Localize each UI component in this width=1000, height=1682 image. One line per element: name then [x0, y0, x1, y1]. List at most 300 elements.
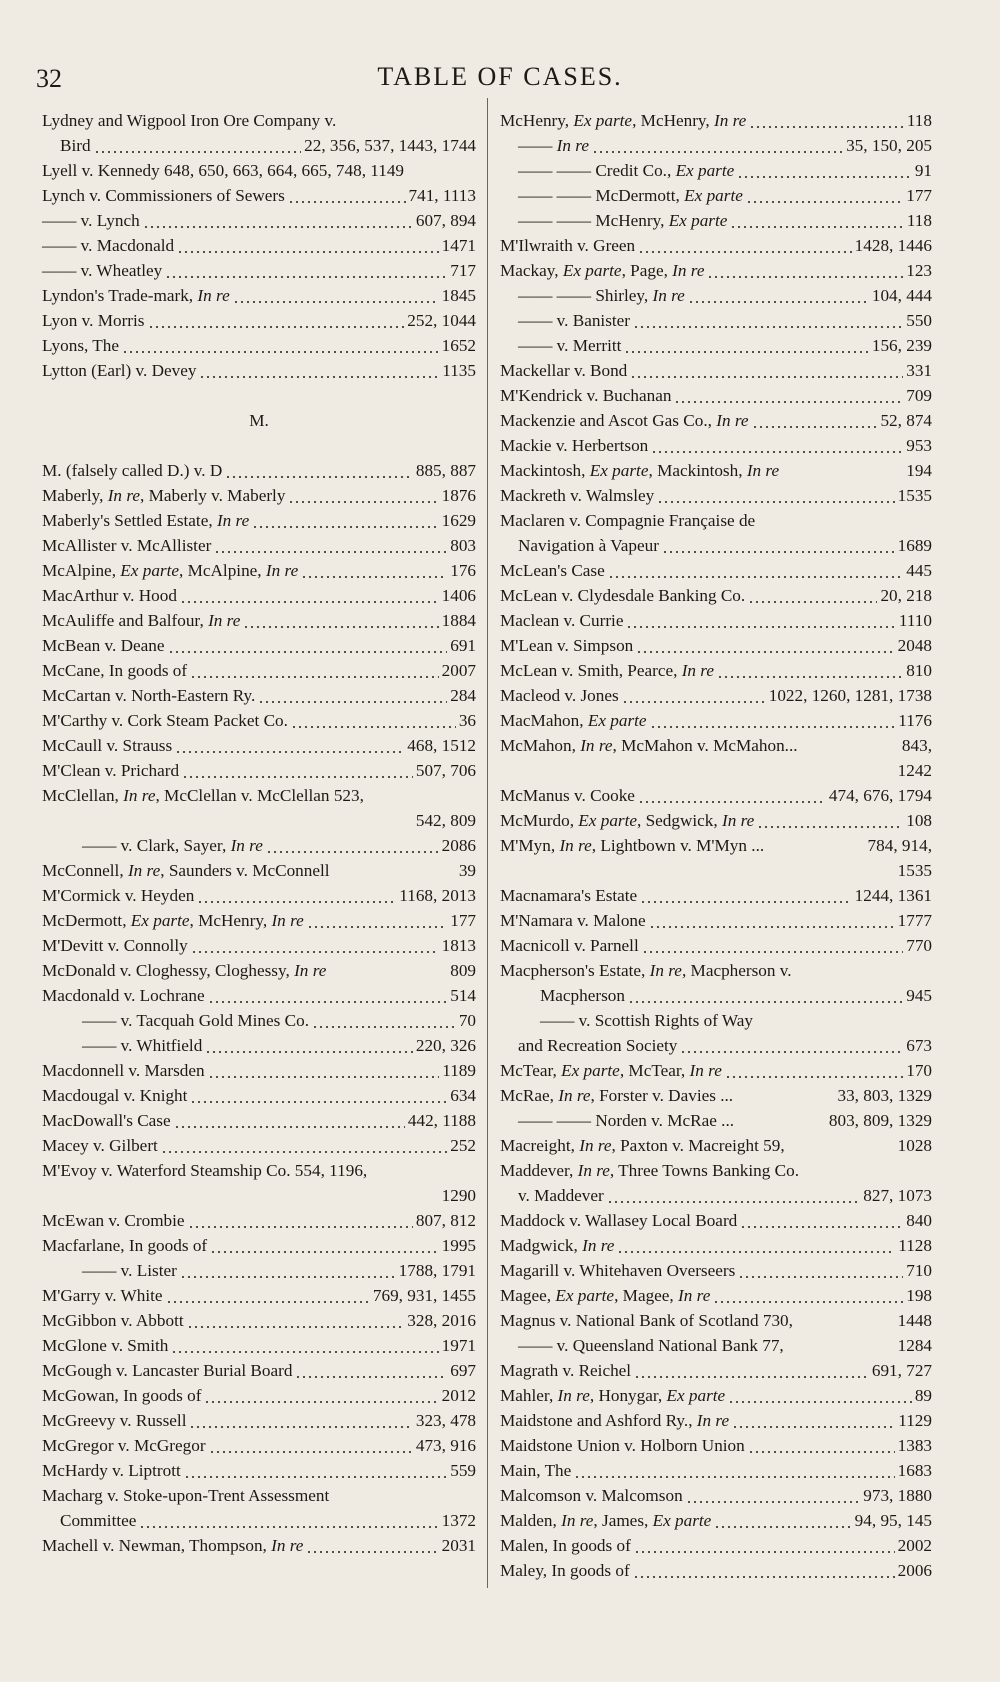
index-entry: [500, 508, 932, 533]
index-entry: [42, 858, 476, 883]
case-name: Macdougal v. Knight: [42, 1086, 188, 1105]
dot-leader: [208, 1058, 440, 1083]
case-name: McGreevy v. Russell: [42, 1411, 187, 1430]
dot-leader: [574, 1458, 894, 1483]
case-name: Macpherson's Estate, In re, Macpherson v.: [500, 961, 792, 980]
page-references: 1406: [441, 586, 476, 605]
page-references: 827, 1073: [863, 1186, 932, 1205]
dot-leader: [182, 758, 413, 783]
index-entry: [500, 133, 932, 158]
page-references: 2086: [441, 836, 476, 855]
index-entry: [42, 1458, 476, 1483]
dot-leader: [732, 1408, 895, 1433]
dot-leader: [168, 633, 448, 658]
dot-leader: [209, 1433, 413, 1458]
page-references: 1372: [441, 1511, 476, 1530]
page-references: 607, 894: [415, 211, 476, 230]
page-references: 89: [914, 1386, 932, 1405]
index-entry: [500, 1033, 932, 1058]
page-references: 176: [450, 561, 476, 580]
dot-leader: [233, 283, 439, 308]
page-references: 177: [906, 186, 932, 205]
index-entry: [42, 733, 476, 758]
case-name: Macdonnell v. Marsden: [42, 1061, 205, 1080]
index-entry: [500, 1158, 932, 1183]
case-name: McGough v. Lancaster Burial Board: [42, 1361, 293, 1380]
page-references: 1189: [442, 1061, 476, 1080]
case-name: —— v. Banister: [518, 311, 631, 330]
page-references: 1777: [897, 911, 932, 930]
index-entry: [500, 1508, 932, 1533]
dot-leader: [199, 358, 439, 383]
dot-leader: [740, 1208, 903, 1233]
index-entry: [42, 1008, 476, 1033]
index-entry: [500, 958, 932, 983]
dot-leader: [165, 258, 447, 283]
page-references: 118: [906, 211, 932, 230]
index-entry: [42, 758, 476, 783]
case-name: Macnamara's Estate: [500, 886, 638, 905]
case-name: Lyndon's Trade-mark, In re: [42, 286, 230, 305]
page-references: 118: [906, 111, 932, 130]
dot-leader: [180, 583, 439, 608]
page-references: 691, 727: [871, 1361, 932, 1380]
case-name: —— —— Credit Co., Ex parte: [518, 161, 735, 180]
page-references: 1689: [897, 536, 932, 555]
dot-leader: [686, 1483, 861, 1508]
index-entry: [500, 733, 932, 758]
case-name: M'Ilwraith v. Green: [500, 236, 636, 255]
page-references: 550: [906, 311, 932, 330]
dot-leader: [651, 433, 903, 458]
case-name: Maley, In goods of: [500, 1561, 630, 1580]
case-name: Lytton (Earl) v. Devey: [42, 361, 197, 380]
index-entry: [500, 658, 932, 683]
page-references: 945: [906, 986, 932, 1005]
case-name: MacMahon, Ex parte: [500, 711, 647, 730]
index-entry: [500, 608, 932, 633]
case-name: —— v. Lister: [82, 1261, 177, 1280]
dot-leader: [191, 933, 439, 958]
dot-leader: [166, 1283, 370, 1308]
page-references: 468, 1512: [407, 736, 476, 755]
dot-leader: [630, 358, 903, 383]
case-name: McLean v. Smith, Pearce, In re: [500, 661, 714, 680]
index-entry: [42, 1383, 476, 1408]
dot-leader: [139, 1508, 438, 1533]
dot-leader: [187, 1308, 405, 1333]
dot-leader: [633, 308, 903, 333]
case-name: M'Myn, In re, Lightbown v. M'Myn ...: [500, 836, 765, 855]
index-entry: [42, 1533, 476, 1558]
dot-leader: [225, 458, 413, 483]
index-entry: [42, 1483, 476, 1508]
index-entry: [42, 933, 476, 958]
case-name: and Recreation Society: [518, 1036, 678, 1055]
case-name: McCaull v. Strauss: [42, 736, 173, 755]
dot-leader: [688, 283, 869, 308]
case-name: —— v. Whitfield: [82, 1036, 203, 1055]
page-references: 1448: [897, 1311, 932, 1330]
page-references: 33, 803, 1329: [837, 1086, 932, 1105]
index-entry: [42, 1433, 476, 1458]
index-entry: [500, 808, 932, 833]
dot-leader: [288, 183, 406, 208]
case-name: —— v. Merritt: [518, 336, 622, 355]
index-entry: [42, 133, 476, 158]
index-entry: [500, 1433, 932, 1458]
index-entry: [500, 983, 932, 1008]
case-name: Maidstone Union v. Holborn Union: [500, 1436, 745, 1455]
index-entry: [500, 833, 932, 858]
case-name: —— —— Shirley, In re: [518, 286, 685, 305]
page-references: 1652: [441, 336, 476, 355]
index-entry: [500, 1008, 932, 1033]
left-column: [42, 108, 476, 1558]
index-entry: [42, 983, 476, 1008]
case-name: McAuliffe and Balfour, In re: [42, 611, 241, 630]
dot-leader: [171, 1333, 438, 1358]
dot-leader: [634, 1533, 895, 1558]
dot-leader: [180, 1258, 396, 1283]
index-entry: [500, 1558, 932, 1583]
dot-leader: [306, 1533, 438, 1558]
page-references: 20, 218: [880, 586, 932, 605]
page-references: 784, 914,: [867, 836, 932, 855]
page-references: 1884: [441, 611, 476, 630]
index-entry: [42, 1083, 476, 1108]
index-entry: [42, 833, 476, 858]
dot-leader: [657, 483, 894, 508]
page-header: [0, 60, 1000, 100]
page-references: 170: [906, 1061, 932, 1080]
dot-leader: [624, 333, 868, 358]
index-entry: [500, 758, 932, 783]
page-references: 673: [906, 1036, 932, 1055]
page-references: 1845: [441, 286, 476, 305]
index-entry: [500, 408, 932, 433]
dot-leader: [634, 1358, 869, 1383]
case-name: —— In re: [518, 136, 589, 155]
dot-leader: [175, 733, 404, 758]
case-name: Lyell v. Kennedy 648, 650, 663, 664, 665, 748, 1149: [42, 161, 405, 180]
dot-leader: [143, 208, 413, 233]
case-name: McAlpine, Ex parte, McAlpine, In re: [42, 561, 299, 580]
page-references: 1242: [897, 761, 932, 780]
case-name: McRae, In re, Forster v. Davies ...: [500, 1086, 734, 1105]
index-entry: [42, 633, 476, 658]
dot-leader: [752, 408, 878, 433]
dot-leader: [214, 533, 447, 558]
dot-leader: [748, 1433, 895, 1458]
case-name: M'Namara v. Malone: [500, 911, 646, 930]
case-name: McGowan, In goods of: [42, 1386, 202, 1405]
page-references: 2006: [897, 1561, 932, 1580]
case-name: Macdonald v. Lochrane: [42, 986, 205, 1005]
case-name: McLean v. Clydesdale Banking Co.: [500, 586, 746, 605]
case-name: Mackay, Ex parte, Page, In re: [500, 261, 705, 280]
case-name: McDermott, Ex parte, McHenry, In re: [42, 911, 304, 930]
index-entry: [500, 708, 932, 733]
index-entry: [42, 258, 476, 283]
index-entry: [500, 1208, 932, 1233]
case-name: v. Maddever: [518, 1186, 604, 1205]
case-name: Maclaren v. Compagnie Française de: [500, 511, 756, 530]
case-name: McManus v. Cooke: [500, 786, 635, 805]
page-references: 474, 676, 1794: [828, 786, 932, 805]
case-name: Macharg v. Stoke-upon-Trent Assessment: [42, 1486, 330, 1505]
dot-leader: [184, 1458, 447, 1483]
page-references: 123: [906, 261, 932, 280]
index-entry: [42, 458, 476, 483]
page-references: 807, 812: [415, 1211, 476, 1230]
case-name: M'Devitt v. Connolly: [42, 936, 188, 955]
dot-leader: [288, 483, 438, 508]
page-references: 70: [458, 1011, 476, 1030]
dot-leader: [640, 883, 851, 908]
page-references: 104, 444: [871, 286, 932, 305]
index-entry: [500, 308, 932, 333]
dot-leader: [617, 1233, 895, 1258]
dot-leader: [725, 1058, 903, 1083]
case-name: Machell v. Newman, Thompson, In re: [42, 1536, 304, 1555]
dot-leader: [252, 508, 438, 533]
dot-leader: [748, 583, 877, 608]
dot-leader: [626, 608, 895, 633]
index-entry: [500, 1058, 932, 1083]
page-references: 634: [450, 1086, 476, 1105]
index-entry: [500, 1083, 932, 1108]
page-references: 198: [906, 1286, 932, 1305]
dot-leader: [177, 233, 439, 258]
index-entry: [500, 333, 932, 358]
dot-leader: [301, 558, 447, 583]
index-entry: [500, 483, 932, 508]
case-name: Malcomson v. Malcomson: [500, 1486, 683, 1505]
case-name: McTear, Ex parte, McTear, In re: [500, 1061, 722, 1080]
case-name: McEwan v. Crombie: [42, 1211, 185, 1230]
index-entry: [500, 1483, 932, 1508]
page-references: 542, 809: [415, 811, 476, 830]
page-references: 803: [450, 536, 476, 555]
dot-leader: [730, 208, 903, 233]
case-name: —— —— McDermott, Ex parte: [518, 186, 743, 205]
case-name: Mahler, In re, Honygar, Ex parte: [500, 1386, 726, 1405]
index-entry: [500, 1308, 932, 1333]
index-entry: [500, 1358, 932, 1383]
dot-leader: [161, 1133, 447, 1158]
page-references: 810: [906, 661, 932, 680]
case-name: M. (falsely called D.) v. D: [42, 461, 223, 480]
page-references: 769, 931, 1455: [372, 1286, 476, 1305]
case-name: Mackenzie and Ascot Gas Co., In re: [500, 411, 749, 430]
index-entry: [500, 1108, 932, 1133]
page-references: 770: [906, 936, 932, 955]
case-name: M'Cormick v. Heyden: [42, 886, 195, 905]
dot-leader: [94, 133, 302, 158]
section-heading: M.: [249, 411, 269, 430]
spacer: [42, 383, 476, 408]
case-name: Mackellar v. Bond: [500, 361, 628, 380]
right-column: [500, 108, 932, 1583]
case-name: —— v. Queensland National Bank 77,: [518, 1336, 784, 1355]
dot-leader: [266, 833, 439, 858]
page-number: 32: [36, 64, 62, 93]
case-name: Macpherson: [540, 986, 625, 1005]
index-entry: [500, 1183, 932, 1208]
case-name: —— —— Norden v. McRae ...: [518, 1111, 735, 1130]
case-name: McGregor v. McGregor: [42, 1436, 206, 1455]
index-entry: [42, 558, 476, 583]
index-entry: [42, 333, 476, 358]
page-references: 1971: [441, 1336, 476, 1355]
case-name: Magarill v. Whitehaven Overseers: [500, 1261, 736, 1280]
spacer: [42, 433, 476, 458]
index-entry: [500, 558, 932, 583]
index-entry: [500, 1333, 932, 1358]
case-name: McHenry, Ex parte, McHenry, In re: [500, 111, 747, 130]
page-references: 52, 874: [880, 411, 932, 430]
page-references: 1535: [897, 486, 932, 505]
index-entry: [42, 233, 476, 258]
case-name: McMahon, In re, McMahon v. McMahon...: [500, 736, 798, 755]
page-references: 2012: [441, 1386, 476, 1405]
dot-leader: [738, 1258, 903, 1283]
page-references: 323, 478: [415, 1411, 476, 1430]
case-name: Mackreth v. Walmsley: [500, 486, 655, 505]
dot-leader: [622, 683, 766, 708]
dot-leader: [650, 708, 896, 733]
page-references: 1135: [442, 361, 476, 380]
dot-leader: [190, 1083, 447, 1108]
case-name: —— v. Lynch: [42, 211, 140, 230]
index-entry: [500, 208, 932, 233]
index-entry: [500, 233, 932, 258]
dot-leader: [638, 783, 826, 808]
case-name: Maberly's Settled Estate, In re: [42, 511, 250, 530]
index-entry: [42, 183, 476, 208]
page-references: 331: [906, 361, 932, 380]
case-name: M'Kendrick v. Buchanan: [500, 386, 672, 405]
index-entry: [500, 108, 932, 133]
page-references: 91: [914, 161, 932, 180]
dot-leader: [188, 1208, 413, 1233]
index-entry: [42, 483, 476, 508]
index-entry: [42, 1108, 476, 1133]
page-references: 843,: [901, 736, 932, 755]
dot-leader: [312, 1008, 456, 1033]
page-references: 94, 95, 145: [854, 1511, 932, 1530]
dot-leader: [197, 883, 396, 908]
dot-leader: [607, 1183, 861, 1208]
page-references: 1788, 1791: [398, 1261, 476, 1280]
case-name: McClellan, In re, McClellan v. McClellan 523,: [42, 786, 364, 805]
page-references: 741, 1113: [408, 186, 476, 205]
case-name: Bird: [60, 136, 91, 155]
dot-leader: [638, 233, 852, 258]
page-references: 840: [906, 1211, 932, 1230]
index-entry: [42, 1258, 476, 1283]
index-entry: [500, 1533, 932, 1558]
page-references: 953: [906, 436, 932, 455]
dot-leader: [713, 1283, 903, 1308]
case-name: Committee: [60, 1511, 137, 1530]
dot-leader: [737, 158, 912, 183]
page-references: 2048: [897, 636, 932, 655]
index-entry: [42, 958, 476, 983]
index-entry: [500, 633, 932, 658]
case-name: McConnell, In re, Saunders v. McConnell: [42, 861, 330, 880]
index-entry: [42, 683, 476, 708]
case-name: McBean v. Deane: [42, 636, 165, 655]
page-references: 507, 706: [415, 761, 476, 780]
case-name: Malen, In goods of: [500, 1536, 631, 1555]
case-name: McCartan v. North-Eastern Ry.: [42, 686, 256, 705]
dot-leader: [636, 633, 894, 658]
index-entry: [500, 1283, 932, 1308]
index-entry: [500, 1233, 932, 1258]
index-entry: [42, 1408, 476, 1433]
index-entry: [42, 1233, 476, 1258]
case-name: Maidstone and Ashford Ry., In re: [500, 1411, 730, 1430]
case-name: —— —— McHenry, Ex parte: [518, 211, 728, 230]
index-entry: [500, 1133, 932, 1158]
page-references: 1428, 1446: [854, 236, 932, 255]
index-entry: [500, 433, 932, 458]
case-name: M'Carthy v. Cork Steam Packet Co.: [42, 711, 288, 730]
dot-leader: [714, 1508, 851, 1533]
page-references: 284: [450, 686, 476, 705]
page-references: 514: [450, 986, 476, 1005]
page-references: 1535: [897, 861, 932, 880]
dot-leader: [148, 308, 405, 333]
page-references: 710: [906, 1261, 932, 1280]
index-entry: [500, 683, 932, 708]
case-name: —— v. Macdonald: [42, 236, 175, 255]
page-references: 973, 1880: [863, 1486, 932, 1505]
case-name: Macey v. Gilbert: [42, 1136, 158, 1155]
dot-leader: [210, 1233, 438, 1258]
page-references: 2031: [441, 1536, 476, 1555]
case-name: Maberly, In re, Maberly v. Maberly: [42, 486, 286, 505]
dot-leader: [633, 1558, 895, 1583]
case-name: Lydney and Wigpool Iron Ore Company v.: [42, 111, 337, 130]
index-entry: [500, 158, 932, 183]
index-entry: [500, 383, 932, 408]
page-references: 473, 916: [415, 1436, 476, 1455]
dot-leader: [662, 533, 895, 558]
index-entry: [42, 1508, 476, 1533]
page-references: 1022, 1260, 1281, 1738: [768, 686, 932, 705]
index-entry: [500, 458, 932, 483]
dot-leader: [258, 683, 447, 708]
index-entry: [500, 883, 932, 908]
page-references: 328, 2016: [407, 1311, 476, 1330]
page-references: 1383: [897, 1436, 932, 1455]
case-name: McCane, In goods of: [42, 661, 188, 680]
case-name: McAllister v. McAllister: [42, 536, 212, 555]
dot-leader: [204, 1383, 438, 1408]
index-entry: [500, 258, 932, 283]
dot-leader: [122, 333, 439, 358]
dot-leader: [190, 658, 439, 683]
page-references: 1995: [441, 1236, 476, 1255]
index-entry: [500, 908, 932, 933]
page-references: 1244, 1361: [854, 886, 932, 905]
dot-leader: [674, 383, 903, 408]
case-name: Lyon v. Morris: [42, 311, 145, 330]
index-entry: [500, 1408, 932, 1433]
